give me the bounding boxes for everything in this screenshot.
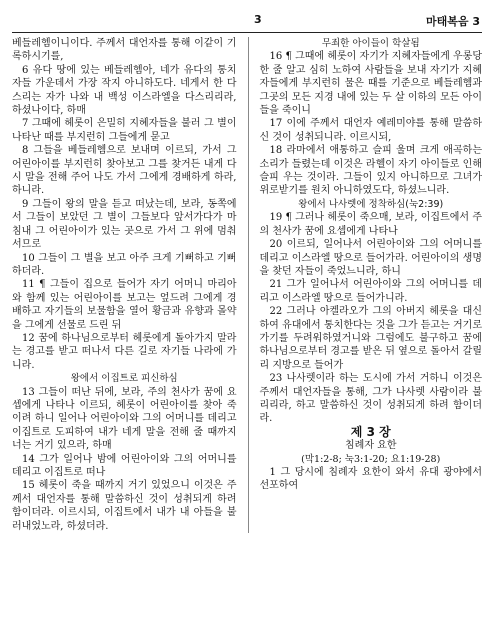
- verse-paragraph: 10 그들이 그 별을 보고 아주 크게 기뻐하고 기뻐하더라.: [12, 252, 237, 277]
- verse-paragraph: 23 나사렛이라 하는 도시에 가서 거하니 이것은 주께서 대언자들을 통해, 그가 나사렛 사람이라 불리리라, 하고 말씀하신 것이 성취되게 하려 함이더라.: [259, 373, 482, 425]
- section-subheading: 무죄한 아이들이 학살됨: [321, 38, 420, 49]
- verse-paragraph: 14 그가 일어나 밤에 어린아이와 그의 어머니를 데리고 이집트로 떠나: [12, 453, 237, 478]
- verse-paragraph: 22 그러나 아켈라오가 그의 아버지 헤롯을 대신하여 유대에서 통치한다는 것을 그가 듣고는 거기로 가기를 두려워하였거니와 그럼에도 불구하고 꿈에 하나님으로부터 경고를 받은 뒤 옆으로 돌아서 갈릴리 지방으로 들어가: [259, 306, 482, 371]
- verse-paragraph: 1 그 당시에 침례자 요한이 와서 유대 광야에서 선포하여: [259, 467, 482, 492]
- right-column: [248, 37, 482, 533]
- verse-paragraph: 16 ¶ 그때에 헤롯이 자기가 지혜자들에게 우롱당한 줄 알고 심히 노하여 사람들을 보내 자기가 지혜자들에게 부지런히 물은 때를 기준으로 베들레헴과 그곳의 모든 지경 내에 있는 두 살 이하의 모든 아이들을 죽이니: [259, 51, 482, 117]
- page-number: 3: [254, 13, 262, 26]
- chapter-heading: 제 3 장: [350, 424, 391, 439]
- text-columns: [12, 37, 482, 533]
- verse-paragraph: 베들레헴이니이다. 주께서 대언자를 통해 이같이 기록하시기를,: [12, 38, 237, 63]
- verse-paragraph: 21 그가 일어나서 어린아이와 그의 어머니를 데리고 이스라엘 땅으로 들어가니라.: [259, 279, 482, 304]
- verse-paragraph: 13 그들이 떠난 뒤에, 보라, 주의 천사가 꿈에 요셉에게 나타나 이르되, 헤롯이 어린아이를 찾아 죽이려 하니 일어나 어린아이와 그의 어머니를 데리고 이집트로 도피하여 내가 네게 말을 전해 줄 때까지 너는 거기 있으라, 하매: [12, 386, 237, 452]
- section-subheading: 왕에서 나사렛에 정착하심(눅2:39): [298, 198, 444, 210]
- verse-paragraph: 11 ¶ 그들이 집으로 들어가 자기 어머니 마리아와 함께 있는 어린아이를 보고는 엎드려 그에게 경배하고 자기들의 보물함을 열어 황금과 유향과 몰약을 그에게 선물로 드린 뒤: [12, 279, 237, 331]
- verse-paragraph: 15 헤롯이 죽을 때까지 거기 있었으니 이것은 주께서 대언자를 통해 말씀하신 것이 성취되게 하려 함이더라. 이르시되, 이집트에서 내가 내 아들을 불러내었노라, 하셨더라.: [12, 480, 237, 532]
- verse-paragraph: 12 꿈에 하나님으로부터 헤롯에게 돌아가지 말라는 경고를 받고 떠나서 다른 길로 자기들 나라에 가니라.: [12, 332, 237, 371]
- verse-paragraph: 17 이에 주께서 대언자 예레미야를 통해 말씀하신 것이 성취되니라. 이르시되,: [259, 118, 482, 143]
- cross-references: (막1:2-8; 눅3:1-20; 요1:19-28): [301, 453, 441, 465]
- verse-paragraph: 18 라마에서 애통하고 슬피 울며 크게 애곡하는 소리가 들렸는데 이것은 라헬이 자기 아이들로 인해 슬피 우는 것이라. 그들이 있지 아니하므로 그녀가 위로받기를 원치 아니하였도다, 하셨느니라.: [259, 145, 482, 197]
- verse-paragraph: 8 그들을 베들레헴으로 보내며 이르되, 가서 그 어린아이를 부지런히 찾아보고 그를 찾거든 내게 다시 말을 전해 주어 나도 가서 그에게 경배하게 하라, 하니라.: [12, 145, 237, 197]
- verse-paragraph: 6 유다 땅에 있는 베들레헴아, 네가 유다의 통치자들 가운데서 가장 작지 아니하도다. 네게서 한 다스리는 자가 나와 내 백성 이스라엘을 다스리리라, 하셨나이다, 하매: [12, 64, 237, 117]
- left-column: [12, 37, 236, 533]
- section-subheading: 왕에서 이집트로 피신하심: [70, 373, 178, 385]
- page-header: [12, 10, 482, 33]
- verse-paragraph: 7 그때에 헤롯이 은밀히 지혜자들을 불러 그 별이 나타난 때를 부지런히 그들에게 묻고: [12, 118, 237, 143]
- running-head: 마태복음 3: [426, 15, 480, 28]
- verse-paragraph: 20 이르되, 일어나서 어린아이와 그의 어머니를 데리고 이스라엘 땅으로 들어가라. 어린아이의 생명을 찾던 자들이 죽었느니라, 하니: [259, 239, 482, 277]
- section-title: 침례자 요한: [345, 440, 397, 452]
- verse-paragraph: 9 그들이 왕의 말을 듣고 떠났는데, 보라, 동쪽에서 그들이 보았던 그 별이 그들보다 앞서가다가 마침내 그 어린아이가 있는 곳으로 가서 그 위에 멈춰 서므로: [12, 198, 237, 251]
- verse-paragraph: 19 ¶ 그러나 헤롯이 죽으매, 보라, 이집트에서 주의 천사가 꿈에 요셉에게 나타나: [259, 212, 482, 237]
